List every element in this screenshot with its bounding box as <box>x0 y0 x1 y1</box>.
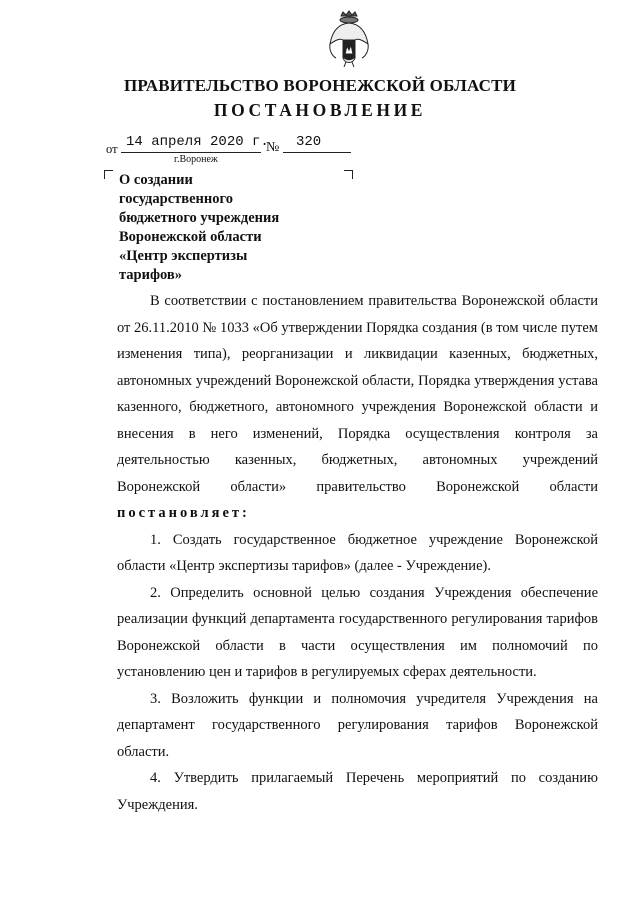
document-number: 320 <box>296 134 322 150</box>
resolution-item: 1. Создать государственное бюджетное учреждение Воронежской области «Центр экспертизы тарифов» (далее - Учреждение). <box>117 531 598 574</box>
coat-of-arms-icon <box>326 10 372 68</box>
resolution-item: 4. Утвердить прилагаемый Перечень мероприятий по созданию Учреждения. <box>117 770 598 813</box>
date-prefix-label: от <box>106 142 118 156</box>
resolution-item: 3. Возложить функции и полномочия учредителя Учреждения на департамент государственного регулирования тарифов Воронежской области. <box>117 690 598 760</box>
document-body <box>117 288 598 818</box>
preamble-text: В соответствии с постановлением правительства Воронежской области от 26.11.2010 № 1033 «Об утверждении Порядка создания (в том числе путем изменения типа), реорганизации и ликвидации казенных, бюджетных, автономных учреждений Воронежской области, Порядка утверждения устава казенного, бюджетного, автономного учреждения Воронежской области и внесения в него изменений, Порядка осуществления контроля за деятельностью казенных, бюджетных, автономных учреждений Воронежской области» правительство Воронежской области <box>117 293 598 495</box>
subject-line: О создании <box>119 172 193 188</box>
subject-bracket-left <box>104 170 113 179</box>
document-subject <box>119 171 369 285</box>
preamble-paragraph <box>117 288 598 527</box>
document-type-title: ПОСТАНОВЛЕНИЕ <box>213 100 427 120</box>
resolution-item: 2. Определить основной целью создания Учреждения обеспечение реализации функций департамента государственного регулирования тарифов Воронежской области в части осуществления им полномочий по установлению цен и тарифов в регулируемых сферах деятельности. <box>117 584 598 680</box>
number-prefix-label: № <box>266 140 280 155</box>
subject-line: бюджетного учреждения <box>119 210 280 226</box>
government-title: ПРАВИТЕЛЬСТВО ВОРОНЕЖСКОЙ ОБЛАСТИ <box>123 76 517 95</box>
subject-line: тарифов» <box>119 267 182 283</box>
subject-line: Воронежской области <box>119 229 262 245</box>
number-underline <box>283 152 351 153</box>
subject-line: государственного <box>119 191 233 207</box>
city-label: г.Воронеж <box>174 154 218 165</box>
resolves-keyword: постановляет: <box>117 505 250 521</box>
date-underline <box>121 152 261 153</box>
document-date: 14 апреля 2020 г. <box>126 134 269 150</box>
subject-line: «Центр экспертизы <box>119 248 248 264</box>
